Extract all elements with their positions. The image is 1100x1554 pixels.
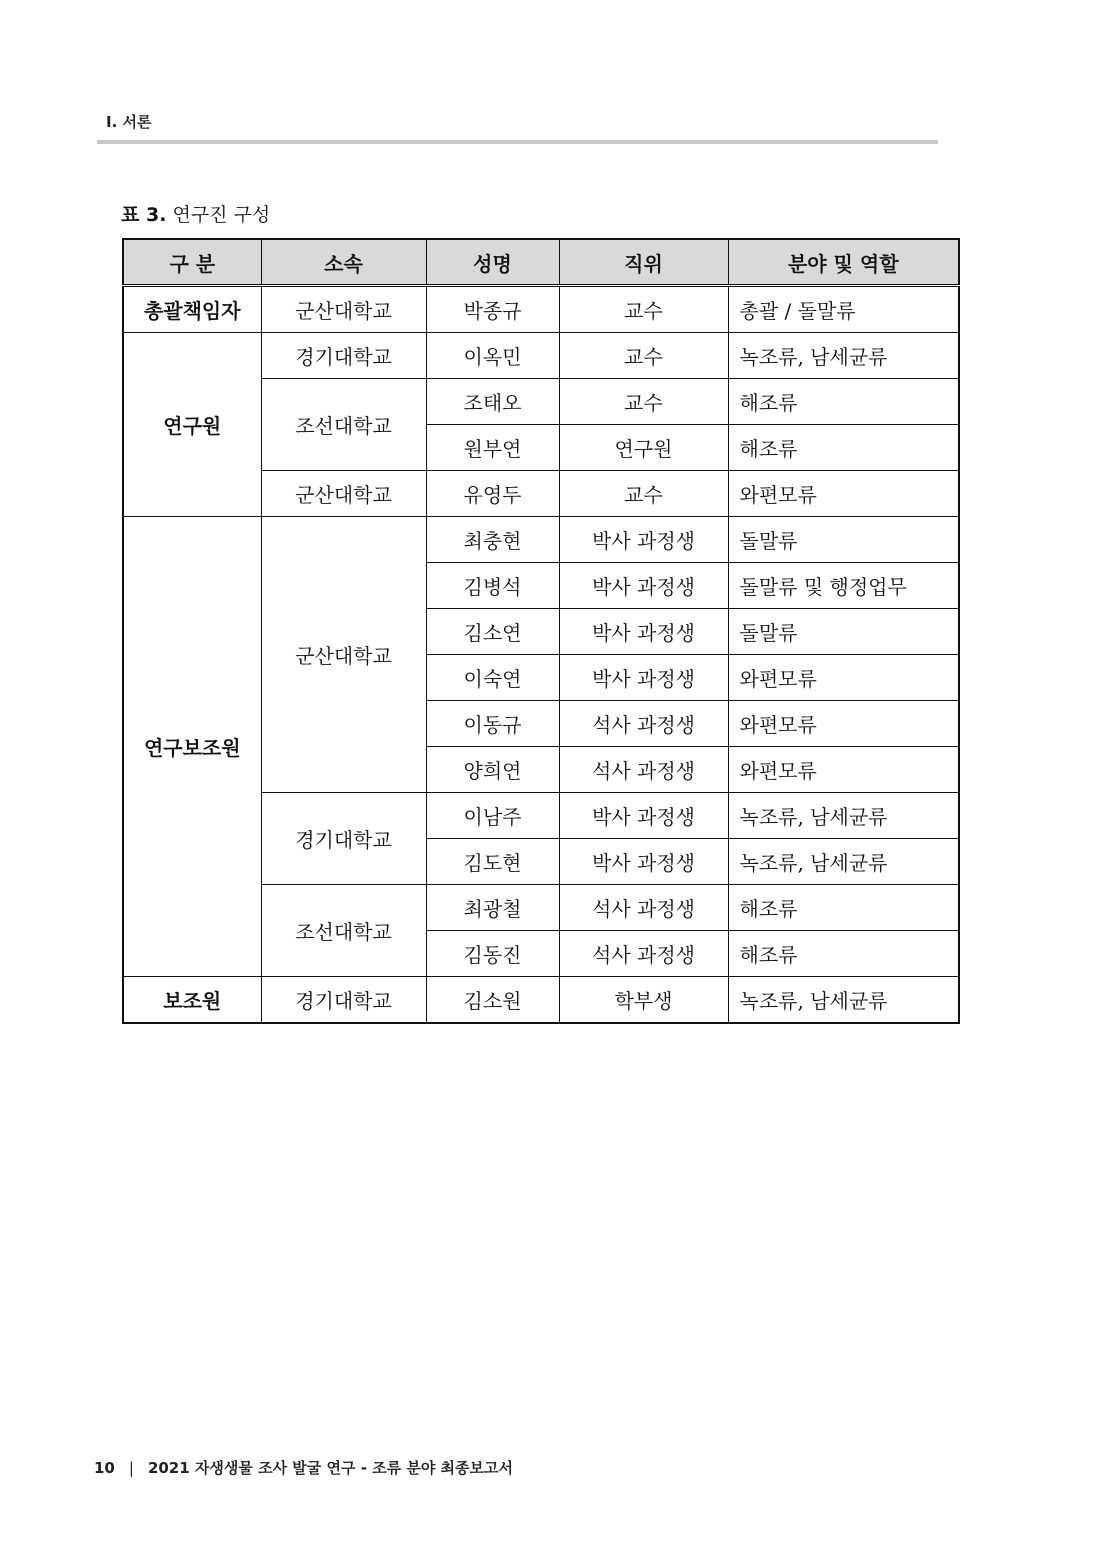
page-footer <box>94 1457 513 1478</box>
field-cell: 와편모류 <box>728 471 959 517</box>
name-cell: 김병석 <box>426 563 559 609</box>
field-cell: 돌말류 <box>728 517 959 563</box>
affiliation-cell: 조선대학교 <box>261 885 426 977</box>
header-divider <box>97 140 938 144</box>
field-cell: 돌말류 <box>728 609 959 655</box>
field-cell: 녹조류, 남세균류 <box>728 839 959 885</box>
position-cell: 교수 <box>559 333 728 379</box>
table-body <box>123 286 959 1024</box>
table-row <box>123 977 959 1024</box>
name-cell: 이동규 <box>426 701 559 747</box>
section-header: I. 서론 <box>106 113 152 131</box>
affiliation-cell: 군산대학교 <box>261 471 426 517</box>
column-header-name: 성명 <box>426 239 559 286</box>
name-cell: 최충현 <box>426 517 559 563</box>
affiliation-cell: 군산대학교 <box>261 286 426 333</box>
name-cell: 박종규 <box>426 286 559 333</box>
table-caption-label: 표 3. <box>121 204 167 226</box>
name-cell: 이숙연 <box>426 655 559 701</box>
position-cell: 학부생 <box>559 977 728 1024</box>
role-cell: 보조원 <box>123 977 261 1024</box>
column-header-category: 구 분 <box>123 239 261 286</box>
table-row <box>123 286 959 333</box>
role-cell: 연구원 <box>123 333 261 517</box>
name-cell: 이남주 <box>426 793 559 839</box>
name-cell: 조태오 <box>426 379 559 425</box>
report-title: 2021 자생생물 조사 발굴 연구 - 조류 분야 최종보고서 <box>147 1459 514 1477</box>
footer-separator: | <box>128 1459 134 1477</box>
field-cell: 해조류 <box>728 379 959 425</box>
name-cell: 김소연 <box>426 609 559 655</box>
name-cell: 김소원 <box>426 977 559 1024</box>
position-cell: 석사 과정생 <box>559 931 728 977</box>
role-cell: 총괄책임자 <box>123 286 261 333</box>
position-cell: 박사 과정생 <box>559 563 728 609</box>
position-cell: 석사 과정생 <box>559 885 728 931</box>
column-header-field: 분야 및 역할 <box>728 239 959 286</box>
position-cell: 교수 <box>559 471 728 517</box>
name-cell: 유영두 <box>426 471 559 517</box>
affiliation-cell: 군산대학교 <box>261 517 426 793</box>
name-cell: 최광철 <box>426 885 559 931</box>
name-cell: 이옥민 <box>426 333 559 379</box>
column-header-affiliation: 소속 <box>261 239 426 286</box>
affiliation-cell: 경기대학교 <box>261 977 426 1024</box>
field-cell: 총괄 / 돌말류 <box>728 286 959 333</box>
position-cell: 박사 과정생 <box>559 793 728 839</box>
position-cell: 박사 과정생 <box>559 655 728 701</box>
position-cell: 석사 과정생 <box>559 701 728 747</box>
field-cell: 녹조류, 남세균류 <box>728 333 959 379</box>
name-cell: 김동진 <box>426 931 559 977</box>
field-cell: 와편모류 <box>728 747 959 793</box>
position-cell: 교수 <box>559 286 728 333</box>
field-cell: 해조류 <box>728 931 959 977</box>
field-cell: 와편모류 <box>728 701 959 747</box>
affiliation-cell: 경기대학교 <box>261 793 426 885</box>
field-cell: 돌말류 및 행정업무 <box>728 563 959 609</box>
name-cell: 원부연 <box>426 425 559 471</box>
field-cell: 와편모류 <box>728 655 959 701</box>
affiliation-cell: 경기대학교 <box>261 333 426 379</box>
position-cell: 박사 과정생 <box>559 839 728 885</box>
field-cell: 녹조류, 남세균류 <box>728 977 959 1024</box>
position-cell: 석사 과정생 <box>559 747 728 793</box>
position-cell: 박사 과정생 <box>559 609 728 655</box>
field-cell: 녹조류, 남세균류 <box>728 793 959 839</box>
role-cell: 연구보조원 <box>123 517 261 977</box>
field-cell: 해조류 <box>728 425 959 471</box>
position-cell: 연구원 <box>559 425 728 471</box>
table-caption <box>121 200 270 227</box>
field-cell: 해조류 <box>728 885 959 931</box>
table-row <box>123 517 959 563</box>
table-row <box>123 333 959 379</box>
column-header-position: 직위 <box>559 239 728 286</box>
name-cell: 양희연 <box>426 747 559 793</box>
page-number: 10 <box>94 1459 115 1477</box>
research-team-table <box>122 238 960 1024</box>
table-header-row <box>123 239 959 286</box>
position-cell: 박사 과정생 <box>559 517 728 563</box>
position-cell: 교수 <box>559 379 728 425</box>
name-cell: 김도현 <box>426 839 559 885</box>
table-caption-text: 연구진 구성 <box>172 204 271 226</box>
affiliation-cell: 조선대학교 <box>261 379 426 471</box>
